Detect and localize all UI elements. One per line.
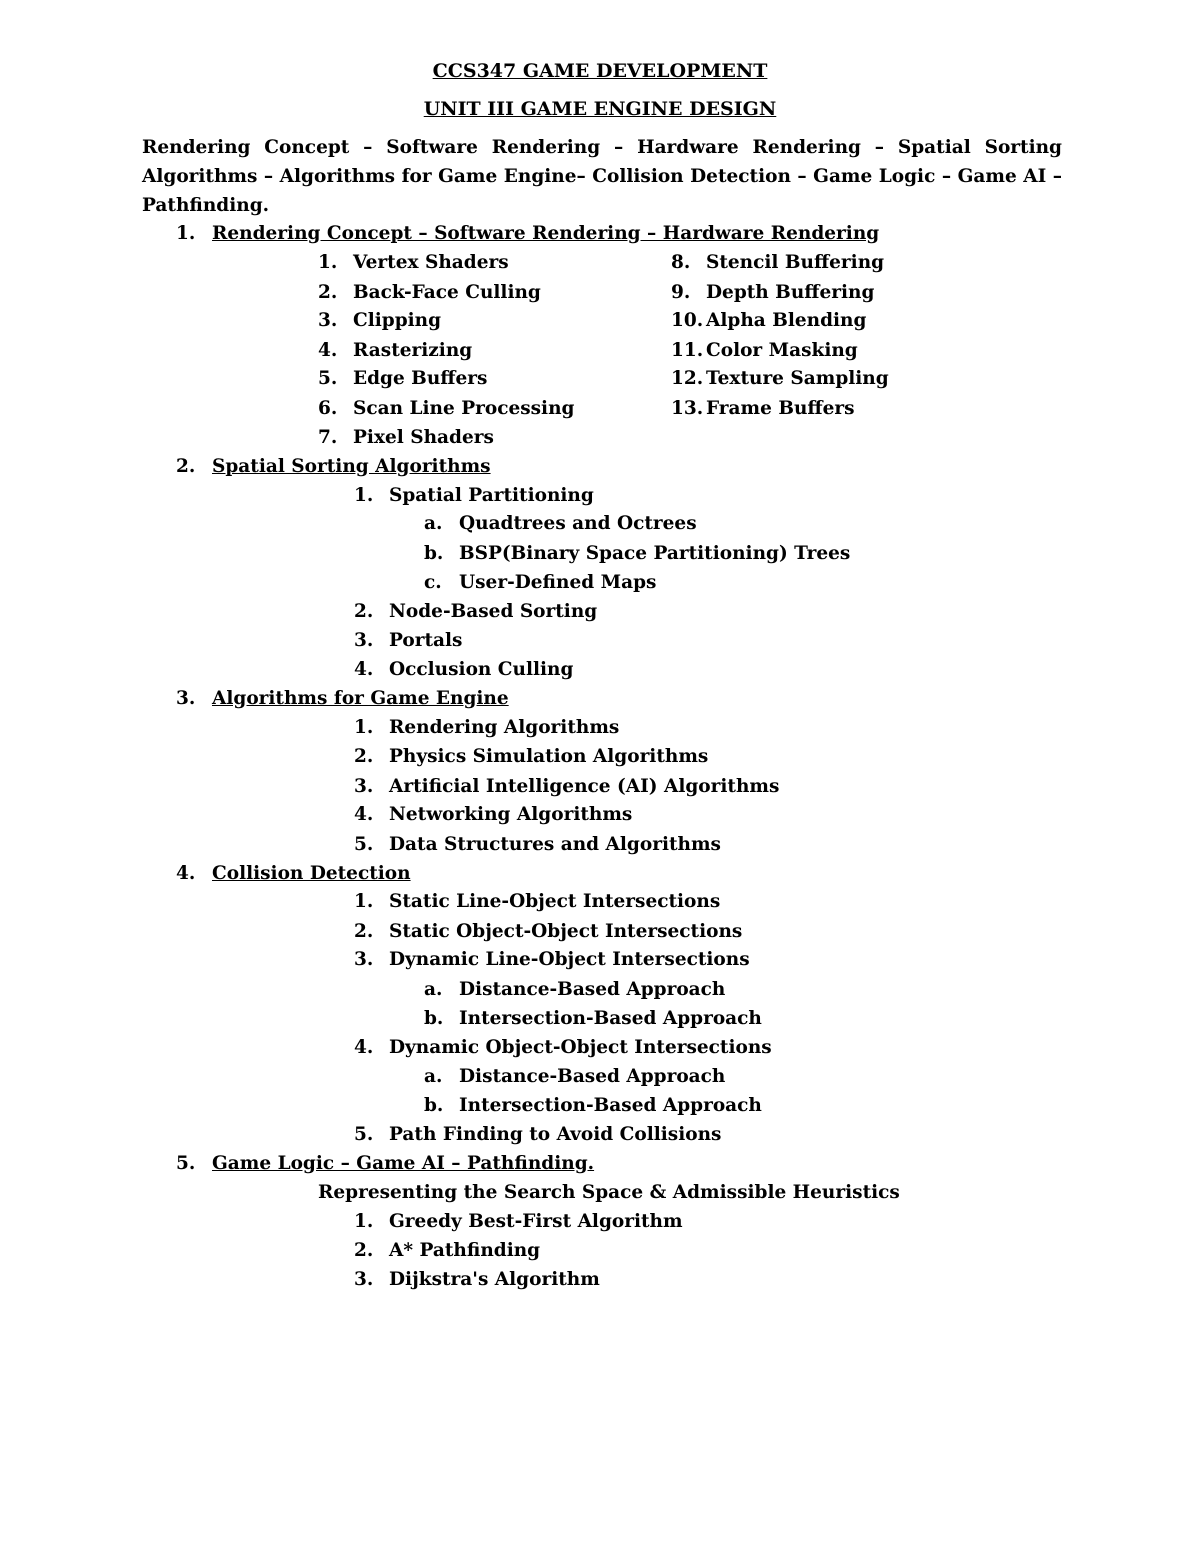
item-number: 3. bbox=[354, 949, 374, 970]
item-text: Dynamic Object-Object Intersections bbox=[389, 1037, 772, 1058]
item-number: 3. bbox=[354, 776, 374, 797]
item-letter: a. bbox=[424, 1066, 443, 1087]
item-text: Path Finding to Avoid Collisions bbox=[389, 1124, 722, 1145]
item-text: Clipping bbox=[353, 310, 442, 331]
item-number: 7. bbox=[318, 427, 338, 448]
item-number: 13. bbox=[671, 398, 704, 419]
section-title: Collision Detection bbox=[212, 863, 411, 884]
item-text: Dynamic Line-Object Intersections bbox=[389, 949, 750, 970]
section-number: 5. bbox=[176, 1153, 196, 1174]
item-text: A* Pathfinding bbox=[389, 1240, 541, 1261]
item-text: Frame Buffers bbox=[706, 398, 855, 419]
unit-title: UNIT III GAME ENGINE DESIGN bbox=[423, 98, 777, 120]
section-number: 1. bbox=[176, 223, 196, 244]
item-text: Static Object-Object Intersections bbox=[389, 921, 743, 942]
item-text: Distance-Based Approach bbox=[459, 979, 726, 1000]
item-number: 4. bbox=[354, 1037, 374, 1058]
item-text: Depth Buffering bbox=[706, 282, 875, 303]
item-text: Node-Based Sorting bbox=[389, 601, 598, 622]
item-number: 11. bbox=[671, 340, 704, 361]
item-number: 4. bbox=[354, 804, 374, 825]
item-text: Occlusion Culling bbox=[389, 659, 574, 680]
item-letter: b. bbox=[424, 543, 444, 564]
item-text: Rasterizing bbox=[353, 340, 473, 361]
item-text: Back-Face Culling bbox=[353, 282, 541, 303]
item-text: Physics Simulation Algorithms bbox=[389, 746, 709, 767]
item-letter: c. bbox=[424, 572, 442, 593]
item-text: Vertex Shaders bbox=[353, 252, 509, 273]
item-text: Color Masking bbox=[706, 340, 858, 361]
item-number: 8. bbox=[671, 252, 691, 273]
item-number: 3. bbox=[354, 1269, 374, 1290]
item-text: Stencil Buffering bbox=[706, 252, 885, 273]
item-number: 1. bbox=[354, 891, 374, 912]
item-number: 5. bbox=[318, 368, 338, 389]
section-number: 2. bbox=[176, 456, 196, 477]
item-letter: b. bbox=[424, 1095, 444, 1116]
item-text: Static Line-Object Intersections bbox=[389, 891, 721, 912]
item-number: 4. bbox=[354, 659, 374, 680]
section-title: Spatial Sorting Algorithms bbox=[212, 456, 491, 477]
item-text: Pixel Shaders bbox=[353, 427, 494, 448]
item-number: 2. bbox=[354, 601, 374, 622]
item-number: 1. bbox=[354, 717, 374, 738]
item-text: Scan Line Processing bbox=[353, 398, 575, 419]
item-number: 10. bbox=[671, 310, 704, 331]
section-number: 4. bbox=[176, 863, 196, 884]
item-number: 5. bbox=[354, 1124, 374, 1145]
item-text: Dijkstra's Algorithm bbox=[389, 1269, 600, 1290]
item-number: 12. bbox=[671, 368, 704, 389]
item-letter: a. bbox=[424, 979, 443, 1000]
item-text: BSP(Binary Space Partitioning) Trees bbox=[459, 543, 851, 564]
item-number: 2. bbox=[354, 921, 374, 942]
item-text: Artificial Intelligence (AI) Algorithms bbox=[389, 776, 780, 797]
item-number: 1. bbox=[354, 485, 374, 506]
item-text: Portals bbox=[389, 630, 463, 651]
item-text: Alpha Blending bbox=[706, 310, 867, 331]
section-number: 3. bbox=[176, 688, 196, 709]
item-text: Edge Buffers bbox=[353, 368, 488, 389]
item-text: Networking Algorithms bbox=[389, 804, 633, 825]
item-number: 4. bbox=[318, 340, 338, 361]
item-number: 1. bbox=[318, 252, 338, 273]
item-number: 3. bbox=[318, 310, 338, 331]
item-text: Data Structures and Algorithms bbox=[389, 834, 721, 855]
section-title: Game Logic – Game AI – Pathfinding. bbox=[212, 1153, 595, 1174]
item-text: Texture Sampling bbox=[706, 368, 889, 389]
section-title: Algorithms for Game Engine bbox=[212, 688, 509, 709]
item-number: 6. bbox=[318, 398, 338, 419]
item-letter: a. bbox=[424, 513, 443, 534]
item-text: Intersection-Based Approach bbox=[459, 1095, 762, 1116]
item-text: Intersection-Based Approach bbox=[459, 1008, 762, 1029]
item-number: 9. bbox=[671, 282, 691, 303]
item-number: 2. bbox=[354, 1240, 374, 1261]
item-text: Quadtrees and Octrees bbox=[459, 513, 697, 534]
item-text: Rendering Algorithms bbox=[389, 717, 620, 738]
item-number: 2. bbox=[354, 746, 374, 767]
section-note: Representing the Search Space & Admissible Heuristics bbox=[318, 1182, 900, 1203]
item-text: Distance-Based Approach bbox=[459, 1066, 726, 1087]
section-title: Rendering Concept – Software Rendering – Hardware Rendering bbox=[212, 223, 880, 244]
item-text: Greedy Best-First Algorithm bbox=[389, 1211, 683, 1232]
item-text: Spatial Partitioning bbox=[389, 485, 594, 506]
unit-topics-intro: Rendering Concept – Software Rendering – Hardware Rendering – Spatial Sorting Algorithms – Algorithms for Game Engine– Collision Detection – Game Logic – Game AI – Pathfinding. bbox=[142, 137, 1062, 216]
item-letter: b. bbox=[424, 1008, 444, 1029]
course-title: CCS347 GAME DEVELOPMENT bbox=[432, 60, 768, 82]
item-number: 3. bbox=[354, 630, 374, 651]
item-text: User-Defined Maps bbox=[459, 572, 657, 593]
item-number: 1. bbox=[354, 1211, 374, 1232]
item-number: 2. bbox=[318, 282, 338, 303]
item-number: 5. bbox=[354, 834, 374, 855]
